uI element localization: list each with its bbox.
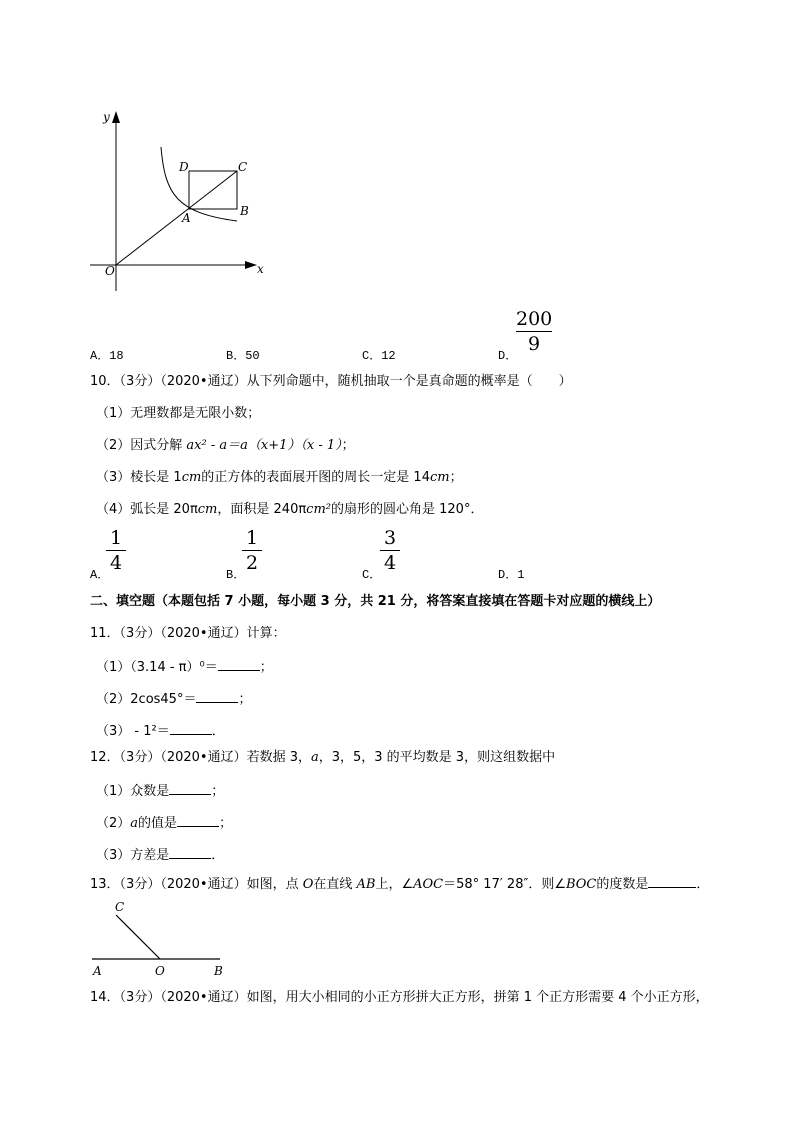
q13-stem-end: ． <box>696 877 710 892</box>
q10-item-4-prefix: （4）弧长是 20π <box>96 502 198 517</box>
fraction-numerator: 1 <box>109 527 123 549</box>
y-axis-arrow <box>112 111 120 123</box>
fraction-numerator: 200 <box>516 308 553 330</box>
q12-item-3 <box>96 846 224 864</box>
coordinate-figure <box>85 105 275 300</box>
q9-option-b[interactable]: B．50 <box>226 349 260 363</box>
q10-item-3 <box>96 470 463 486</box>
q13-stem-ab: AB <box>356 877 376 892</box>
q13-stem-suffix: 的度数是 <box>596 877 649 892</box>
label-d: D <box>179 160 189 174</box>
fraction-bar <box>380 550 400 551</box>
fraction-denominator: 2 <box>245 552 259 574</box>
ray-oc <box>116 915 160 959</box>
q13-stem-mid1: 在直线 <box>313 877 357 892</box>
q12-item-1-blank[interactable] <box>169 782 211 795</box>
q13-stem-mid2: 上，∠ <box>375 877 414 892</box>
q11-item-1-blank[interactable] <box>218 658 260 671</box>
q12-stem-prefix: 12．（3分）（2020•通辽）若数据 3， <box>90 750 311 765</box>
q12-item-2-prefix: （2） <box>96 816 131 831</box>
q13-stem-mid3: ＝58° 17′ 28″．则∠ <box>443 877 566 892</box>
q11-item-3-end: ． <box>211 724 225 739</box>
fraction-numerator: 3 <box>383 527 397 549</box>
q10-item-3-unit: cm <box>181 470 202 485</box>
q12-item-2-blank[interactable] <box>177 814 219 827</box>
q11-item-2-text: （2）2cos45°＝ <box>96 692 197 707</box>
fraction-denominator: 4 <box>109 552 123 574</box>
q10-item-3-unit2: cm <box>429 470 450 485</box>
q10-option-b[interactable]: B． <box>226 568 246 582</box>
section-2-title: 二、填空题（本题包括 7 小题，每小题 3 分，共 21 分，将答案直接填在答题卡对应题的横线上） <box>90 594 661 609</box>
q13-stem <box>90 875 709 893</box>
q10-item-2-suffix: ； <box>341 438 355 453</box>
q10-item-4-suffix: 的扇形的圆心角是 120°． <box>331 502 484 517</box>
angle-figure <box>88 897 238 979</box>
q14-stem: 14．（3分）（2020•通辽）如图，用大小相同的小正方形拼大正方形，拼第 1 个正方形需要 4 个小正方形， <box>90 990 709 1005</box>
q11-item-2 <box>96 690 251 708</box>
q12-item-2-var: a <box>130 816 139 831</box>
q9-option-d[interactable]: D． <box>498 349 518 363</box>
q12-item-2-text: 的值是 <box>138 816 178 831</box>
q11-item-1-end: ； <box>259 660 273 675</box>
q12-item-1-end: ； <box>211 784 225 799</box>
q12-item-2 <box>96 814 232 832</box>
q10-item-3-middle: 的正方体的表面展开图的周长一定是 14 <box>201 470 430 485</box>
label-a: A <box>182 211 191 225</box>
label-c: C <box>238 160 248 174</box>
fraction-bar <box>106 550 126 551</box>
q12-item-1-text: （1）众数是 <box>96 784 170 799</box>
q10-option-c[interactable]: C． <box>362 568 382 582</box>
q10-option-a-fraction <box>106 528 126 573</box>
label-o: O <box>105 264 115 278</box>
q13-stem-boc: BOC <box>565 877 597 892</box>
q10-item-2-math: ax² - a＝a（x+1）（x - 1） <box>186 438 342 453</box>
q9-option-c[interactable]: C．12 <box>362 349 396 363</box>
hyperbola-curve <box>161 147 237 221</box>
q11-item-1-text: （1）（3.14 - π）⁰＝ <box>96 660 218 675</box>
q10-item-4-unit: cm <box>197 502 218 517</box>
q10-item-4 <box>96 502 483 518</box>
q9-option-a[interactable]: A．18 <box>90 349 124 363</box>
label-b: B <box>240 204 249 218</box>
fraction-denominator: 9 <box>527 333 541 355</box>
q11-item-1 <box>96 658 273 676</box>
label-y: y <box>103 110 110 124</box>
fraction-numerator: 1 <box>245 527 259 549</box>
label-x: x <box>257 262 264 276</box>
q10-item-2 <box>96 438 355 454</box>
q12-item-2-end: ； <box>219 816 233 831</box>
q13-stem-o: O <box>302 877 314 892</box>
q10-option-d[interactable]: D．1 <box>498 568 525 582</box>
q12-stem-suffix: ，3，5，3 的平均数是 3，则这组数据中 <box>318 750 556 765</box>
label-c: C <box>115 900 125 914</box>
label-b: B <box>214 964 223 978</box>
q10-item-3-prefix: （3）棱长是 1 <box>96 470 182 485</box>
x-axis-arrow <box>245 261 257 269</box>
q10-option-a[interactable]: A． <box>90 568 110 582</box>
q11-item-2-end: ； <box>238 692 252 707</box>
q12-stem <box>90 750 555 766</box>
fraction-denominator: 4 <box>383 552 397 574</box>
q11-item-3-text: （3） - 1²＝ <box>96 724 170 739</box>
q12-item-3-text: （3）方差是 <box>96 848 170 863</box>
q9-option-d-fraction <box>516 309 552 354</box>
label-o: O <box>155 964 165 978</box>
fraction-bar <box>242 550 262 551</box>
q12-item-3-blank[interactable] <box>169 846 211 859</box>
q10-item-2-prefix: （2）因式分解 <box>96 438 187 453</box>
q13-stem-aoc: AOC <box>413 877 444 892</box>
q10-item-4-middle: ，面积是 240π <box>217 502 307 517</box>
q13-stem-prefix: 13．（3分）（2020•通辽）如图，点 <box>90 877 303 892</box>
q10-item-4-unit2: cm² <box>306 502 331 517</box>
q11-stem: 11．（3分）（2020•通辽）计算： <box>90 626 286 641</box>
q13-answer-blank[interactable] <box>648 875 696 888</box>
fraction-bar <box>516 331 552 332</box>
q10-option-c-fraction <box>380 528 400 573</box>
q11-item-3-blank[interactable] <box>170 722 212 735</box>
q12-item-1 <box>96 782 224 800</box>
q12-stem-var: a <box>310 750 319 765</box>
label-a: A <box>93 964 102 978</box>
q11-item-3 <box>96 722 225 740</box>
q11-item-2-blank[interactable] <box>196 690 238 703</box>
q10-option-b-fraction <box>242 528 262 573</box>
q10-item-3-suffix: ； <box>449 470 463 485</box>
q10-item-1: （1）无理数都是无限小数； <box>96 406 261 421</box>
q10-stem: 10．（3分）（2020•通辽）从下列命题中，随机抽取一个是真命题的概率是（ ） <box>90 374 572 389</box>
q12-item-3-end: ． <box>211 848 225 863</box>
